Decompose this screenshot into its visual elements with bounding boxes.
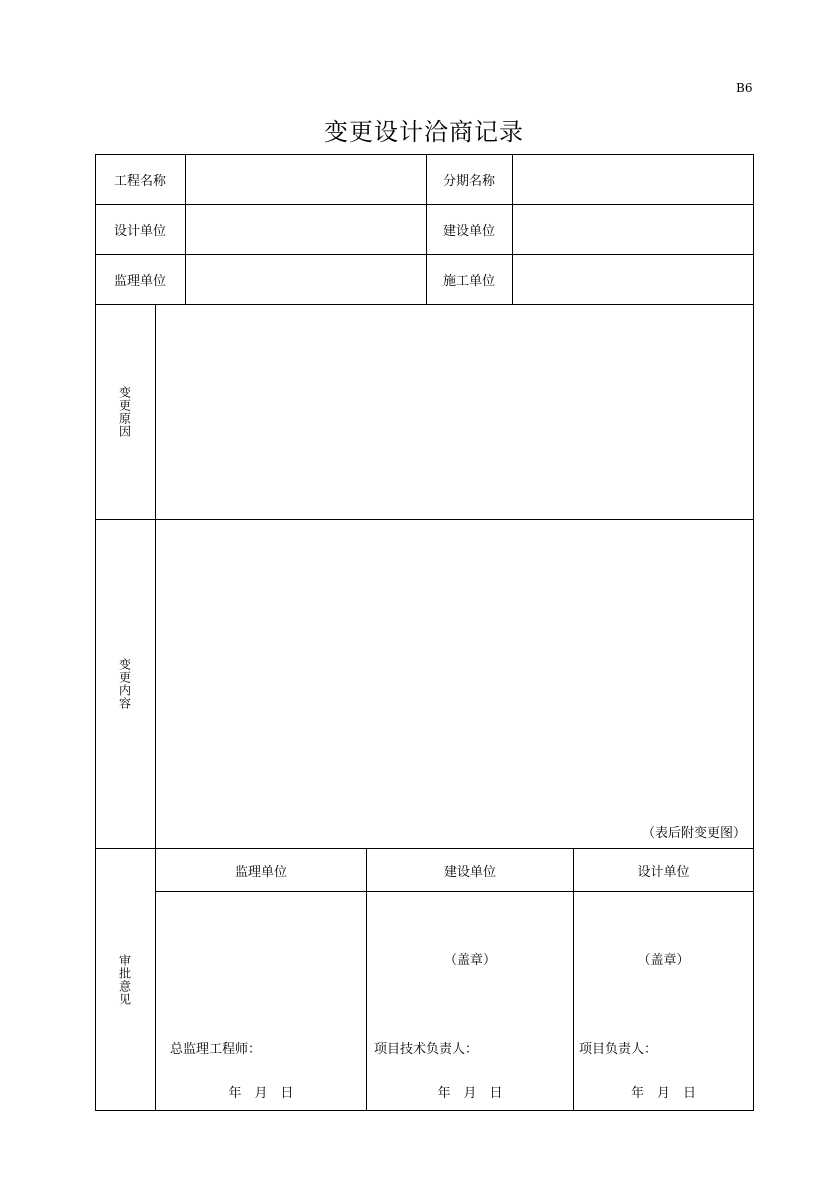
project-name-label: 工程名称 [113, 173, 166, 189]
technical-lead-signature-label: 项目技术负责人： [374, 1042, 479, 1057]
approval-header-divider [155, 891, 754, 892]
approval-header-design: 设计单位 [637, 864, 690, 880]
chief-supervisor-signature-label: 总监理工程师： [170, 1042, 262, 1057]
attached-drawing-note: （表后附变更图） [641, 826, 746, 841]
approval-opinion-label: 审批意见 [117, 953, 132, 1006]
table-border-bottom [95, 1110, 754, 1111]
form-code: B6 [736, 81, 753, 95]
change-content-label: 变更内容 [117, 658, 132, 710]
approval-header-supervision: 监理单位 [234, 864, 287, 880]
design-stamp: （盖章） [637, 953, 690, 968]
change-reason-label: 变更原因 [117, 386, 132, 438]
contractor-label: 施工单位 [442, 273, 495, 289]
phase-name-label: 分期名称 [442, 173, 495, 189]
change-content-field[interactable] [156, 520, 753, 848]
supervision-unit-label: 监理单位 [113, 273, 166, 289]
form-table [95, 154, 754, 1111]
design-unit-label: 设计单位 [113, 223, 166, 239]
supervision-unit-field[interactable] [186, 254, 426, 304]
project-name-field[interactable] [186, 154, 426, 204]
contractor-field[interactable] [513, 254, 753, 304]
project-lead-signature-label: 项目负责人： [579, 1042, 658, 1057]
design-unit-field[interactable] [186, 204, 426, 254]
table-border-right [753, 154, 754, 1111]
supervision-date: 年 月 日 [228, 1086, 294, 1101]
owner-date: 年 月 日 [437, 1086, 503, 1101]
page-title: 变更设计洽商记录 [324, 118, 524, 146]
change-reason-field[interactable] [156, 305, 753, 519]
approval-header-owner: 建设单位 [443, 864, 496, 880]
construction-owner-field[interactable] [513, 204, 753, 254]
owner-stamp: （盖章） [443, 953, 496, 968]
design-date: 年 月 日 [630, 1086, 696, 1101]
phase-name-field[interactable] [513, 154, 753, 204]
construction-owner-label: 建设单位 [442, 223, 495, 239]
